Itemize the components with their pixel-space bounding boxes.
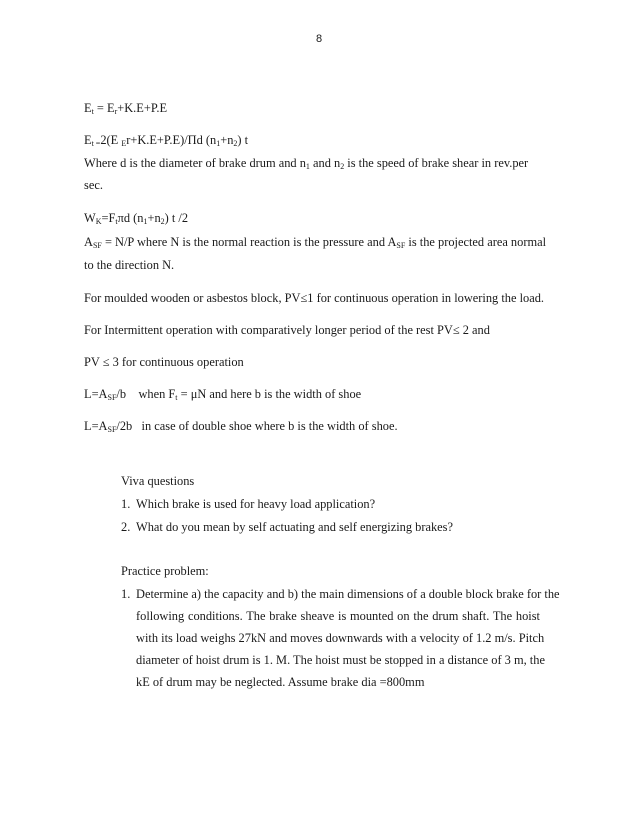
practice-heading: Practice problem: bbox=[121, 564, 209, 578]
practice-line: following conditions. The brake sheave is mounted on the drum shaft. The hoist bbox=[136, 609, 540, 623]
equation-l-double-shoe: $L=A_{SF}/2b$ in case of double shoe where b is the width of shoe. bbox=[84, 419, 398, 434]
equation-wk: $W_K=F_t\pi d$ $(n_1+n_2)$ t /2 bbox=[84, 211, 189, 226]
viva-item-text: Which brake is used for heavy load application? bbox=[136, 497, 376, 511]
practice-line: Determine a) the capacity and b) the main dimensions of a double block brake for the bbox=[136, 587, 560, 601]
viva-heading: Viva questions bbox=[121, 474, 195, 488]
viva-item-number: 2. bbox=[121, 520, 131, 534]
practice-line: diameter of hoist drum is 1. M. The hoist must be stopped in a distance of 3 m, the bbox=[136, 653, 545, 667]
equation-l-single-shoe: $L=A_{SF}/b$ when $F_t = \mu N$ and here b is the width of shoe bbox=[84, 387, 362, 402]
practice-line: with its load weighs 27kN and moves downwards with a velocity of 1.2 m/s. Pitch bbox=[136, 631, 545, 645]
practice-item-number: 1. bbox=[121, 587, 131, 601]
where-d-line2: sec. bbox=[84, 178, 103, 192]
moulded-block-statement: For moulded wooden or asbestos block, PV≤1 for continuous operation in lowering the load. bbox=[84, 291, 545, 305]
practice-problem-text bbox=[136, 583, 560, 693]
where-d-line1: Where d is the diameter of brake drum and $n_1$ and $n_2$ is the speed of brake shear in rev.per bbox=[84, 156, 529, 171]
equation-total-energy-expanded: $E_{t =}2(E$ $_E$r+K.E+P.E)/Πd $(n_1+n_2)$ t bbox=[84, 133, 249, 148]
practice-line: kE of drum may be neglected. Assume brake dia =800mm bbox=[136, 675, 425, 689]
equation-total-energy: $E_t = E_r+K.E+P.E$ bbox=[84, 101, 168, 116]
viva-item-text: What do you mean by self actuating and self energizing brakes? bbox=[136, 520, 453, 534]
pv-continuous-statement: PV ≤ 3 for continuous operation bbox=[84, 355, 244, 369]
viva-item-number: 1. bbox=[121, 497, 131, 511]
intermittent-statement: For Intermittent operation with comparatively longer period of the rest PV≤ 2 and bbox=[84, 323, 490, 337]
page-number: 8 bbox=[315, 33, 323, 45]
asf-line2: to the direction N. bbox=[84, 258, 175, 272]
asf-line1: $A_{SF} = N/P$ where N is the normal reaction is the pressure and $A_{SF}$ is the projected area normal bbox=[84, 235, 547, 250]
